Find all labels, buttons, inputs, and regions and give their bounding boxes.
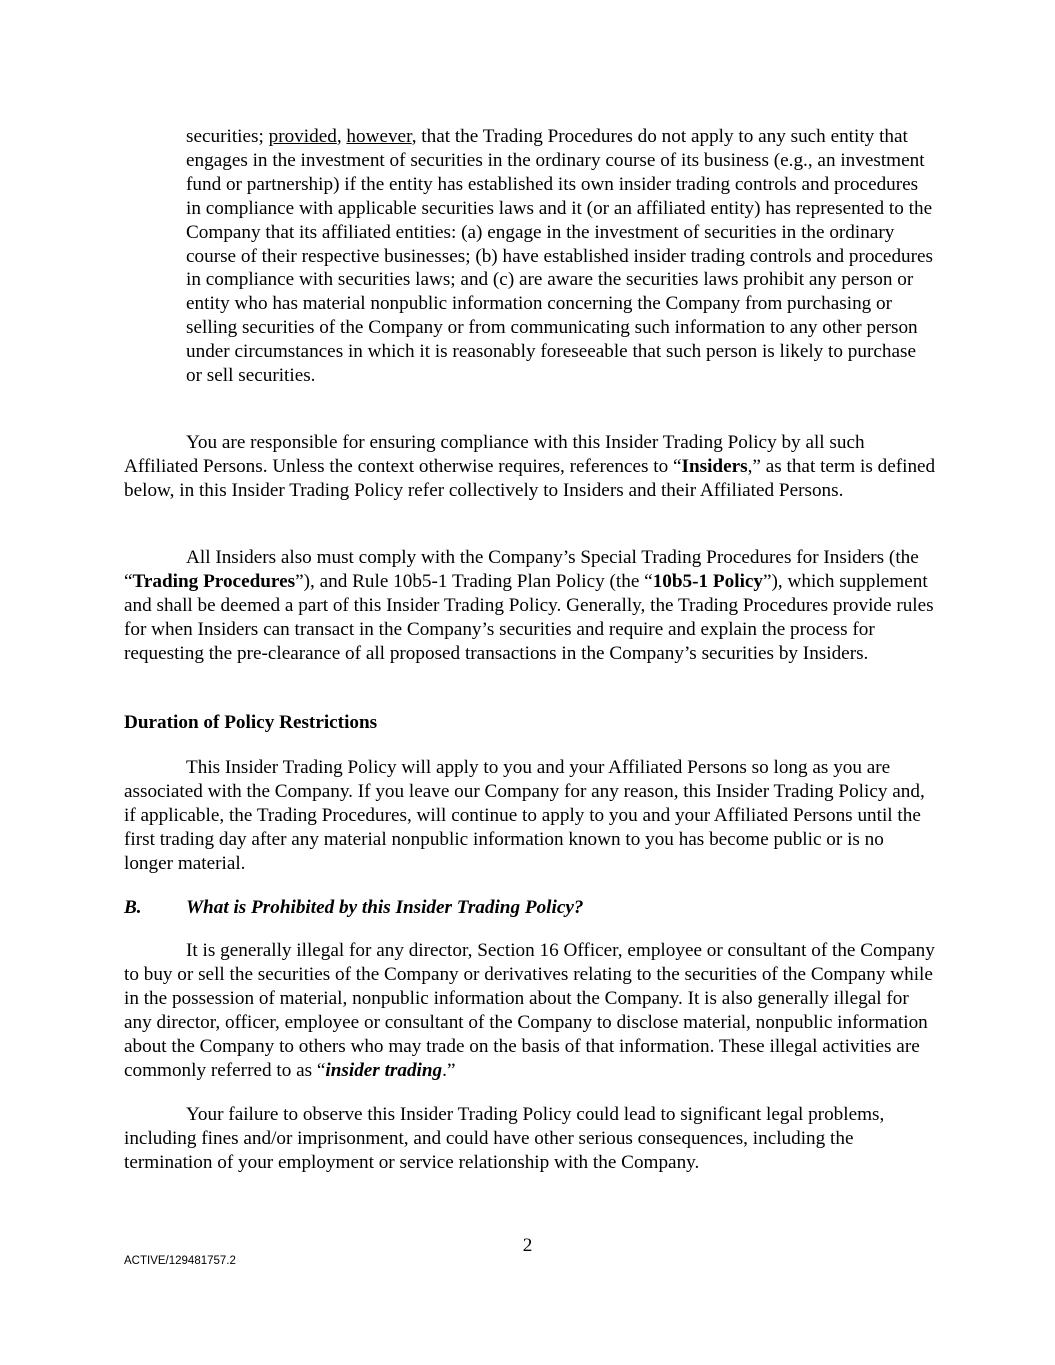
paragraph-illegal: [124, 939, 936, 1082]
defined-term-insiders: Insiders: [681, 455, 748, 477]
defined-term-insider-trading: insider trading: [325, 1059, 443, 1081]
section-title: What is Prohibited by this Insider Trading Policy?: [186, 897, 584, 918]
text-run: securities;: [186, 126, 269, 147]
text-run: You are responsible for ensuring compliance with this Insider Trading Policy by all such Affiliated Persons. Unless the context otherwise requires, references to “: [124, 432, 865, 477]
text-run: .”: [442, 1059, 456, 1081]
document-id: ACTIVE/129481757.2: [124, 1255, 236, 1267]
text-run: ”), which supplement and shall be deemed a part of this Insider Trading Policy. Generally, the Trading Procedures provide rules for when Insiders can transact in the Company’s securities and require and explain the process for requesting the pre-clearance of all proposed transactions in the Company’s securities by Insiders.: [124, 570, 934, 664]
text-run: ,” as that term is defined below, in this Insider Trading Policy refer collectively to Insiders and their Affiliated Persons.: [124, 455, 936, 501]
section-letter: B.: [124, 897, 142, 918]
paragraph-failure: Your failure to observe this Insider Trading Policy could lead to significant legal problems, including fines and/or imprisonment, and could have other serious consequences, including the termination of your employment or service relationship with the Company.: [124, 1104, 885, 1173]
paragraph-duration: This Insider Trading Policy will apply to you and your Affiliated Persons so long as you are associated with the Company. If you leave our Company for any reason, this Insider Trading Policy and, if applicable, the Trading Procedures, will continue to apply to you and your Affiliated Persons until the first trading day after any material nonpublic information known to you has become public or is no longer material.: [124, 757, 925, 874]
underlined-term-provided: provided: [268, 126, 337, 147]
text-run: All Insiders also must comply with the Company’s Special Trading Procedures for Insiders (the “: [124, 547, 919, 592]
paragraph-comply: [124, 546, 936, 666]
page-number: 2: [522, 1235, 533, 1256]
text-run: It is generally illegal for any director, Section 16 Officer, employee or consultant of the Company to buy or sell the securities of the Company or derivatives relating to the securities of the Company while in the possession of material, nonpublic information about the Company. It is also generally illegal for any director, officer, employee or consultant of the Company to disclose material, nonpublic information about the Company to others who may trade on the basis of that information. These illegal activities are commonly referred to as “: [124, 940, 935, 1081]
defined-term-trading-procedures: Trading Procedures: [132, 570, 296, 592]
text-run: ”), and Rule 10b5-1 Trading Plan Policy (the “: [295, 570, 653, 592]
section-heading-b: [124, 896, 936, 920]
underlined-term-however: however: [346, 126, 412, 147]
paragraph-responsible: [124, 431, 936, 503]
defined-term-10b5-1-policy: 10b5-1 Policy: [652, 570, 764, 592]
paragraph-continuation: [186, 125, 936, 388]
text-run: , that the Trading Procedures do not apply to any such entity that engages in the investment of securities in the ordinary course of its business (e.g., an investment fund or partnership) if the entity has established its own insider trading controls and procedures in compliance with applicable securities laws and it (or an affiliated entity) has represented to the Company that its affiliated entities: (a) engage in the investment of securities in the ordinary course of their respective businesses; (b) have established insider trading controls and procedures in compliance with securities laws; and (c) are aware the securities laws prohibit any person or entity who has material nonpublic information concerning the Company from purchasing or selling securities of the Company or from communicating such information to any other person under circumstances in which it is reasonably foreseeable that such person is likely to purchase or sell securities.: [186, 126, 934, 387]
heading-duration: Duration of Policy Restrictions: [124, 712, 378, 733]
text-run: ,: [336, 126, 347, 147]
